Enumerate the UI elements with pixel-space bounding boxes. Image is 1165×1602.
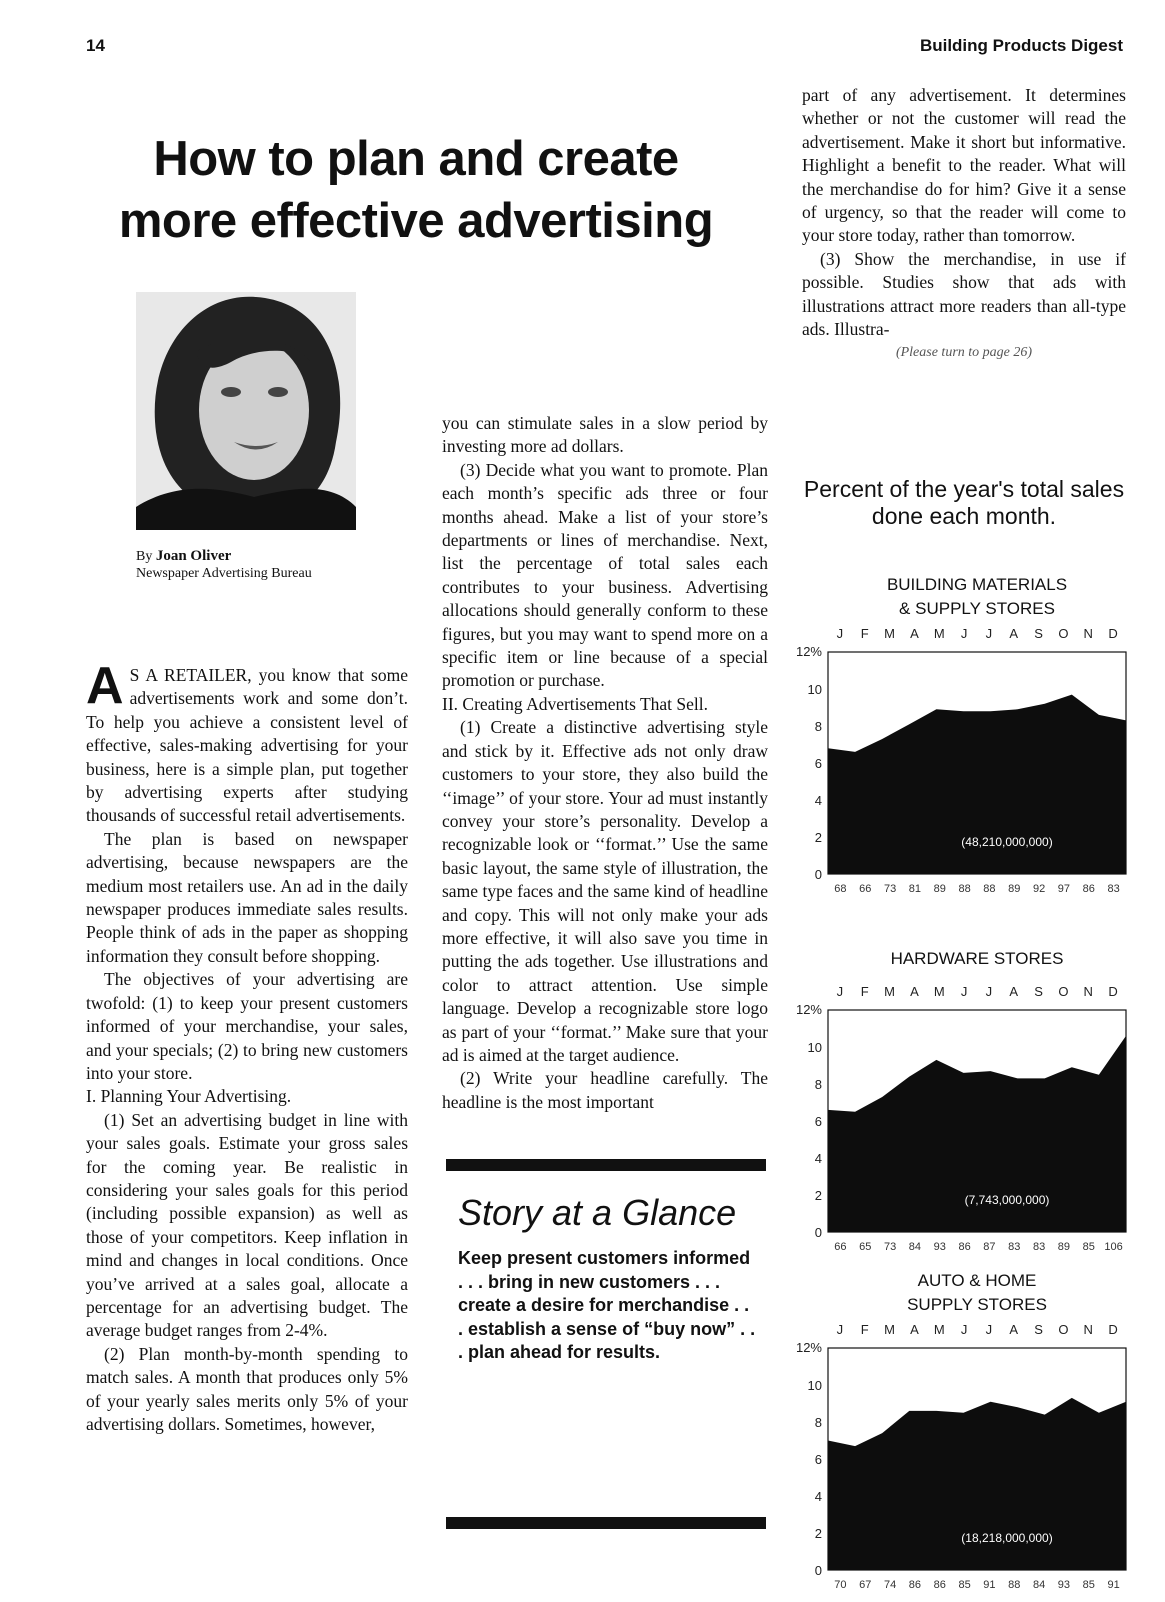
paragraph: (1) Create a distinctive advertising style and stick by it. Effective ads not only draw customers to your store, they also build the ‘‘image’’ of your store. Your ad must instantly convey your store’s personality. Develop a recognizable look or ‘‘format.’’ Use the same basic layout, the same style of illustration, the same type faces and the same kind of headline and copy. This will not only make your ads more effective, it will also save you time in putting the ads together. Use illustrations and color to attract attention. Use simple language. Develop a recognizable store logo as part of your ‘‘format.’’ Make sure that your ad is aimed at the target audience. [442,717,768,1065]
value-label: 73 [883,1241,897,1253]
section-heading: I. Planning Your Advertising. [86,1086,292,1107]
value-label: 83 [1008,1241,1021,1253]
month-label: A [910,626,920,641]
chart-title: BUILDING MATERIALS [886,576,1068,594]
y-tick-label: 2 [814,1188,822,1203]
y-tick-label: 0 [814,1563,822,1578]
month-label: A [1009,1322,1020,1337]
y-tick-label: 0 [814,867,822,882]
value-label: 65 [859,1241,872,1253]
month-label: N [1083,1322,1094,1337]
value-label: 97 [1057,883,1071,895]
value-label: 86 [1082,883,1095,895]
value-label: 74 [883,1579,897,1591]
total-sales-annotation: (18,218,000,000) [961,1531,1053,1545]
paragraph: (2) Write your headline carefully. The headline is the most important [442,1068,768,1112]
value-label: 93 [933,1241,946,1253]
month-label: M [884,984,897,999]
value-label: 81 [908,883,922,895]
y-tick-label: 12% [795,644,822,659]
paragraph: The objectives of your advertising are twofold: (1) to keep your present customers informed of your merchandise, your sales, and your specials; (2) to bring new customers into your store. [86,969,408,1083]
article-column-2 [442,412,768,1114]
value-label: 91 [983,1579,996,1591]
y-tick-label: 8 [814,1415,822,1430]
month-label: O [1058,984,1070,999]
author-photo [136,292,356,530]
value-label: 86 [933,1579,946,1591]
title-line-1: How to plan and create [153,132,679,186]
month-label: M [933,1322,946,1337]
month-label: F [860,1322,870,1337]
value-label: 67 [859,1579,872,1591]
total-sales-annotation: (7,743,000,000) [964,1193,1050,1207]
month-label: J [985,1322,994,1337]
drop-cap: A [86,657,124,715]
month-label: M [884,626,897,641]
byline-by: By [136,549,156,564]
paragraph: you can stimulate sales in a slow period by investing more ad dollars. [442,413,768,457]
month-label: S [1034,984,1044,999]
title-line-2: more effective advertising [118,194,714,248]
value-label: 84 [1032,1579,1046,1591]
y-tick-label: 12% [795,1340,822,1355]
value-label: 66 [834,1241,847,1253]
chart-title-line-2: & SUPPLY STORES [899,599,1055,618]
story-at-a-glance-box [446,1159,766,1529]
value-label: 83 [1032,1241,1046,1253]
month-label: D [1108,984,1119,999]
chart-title: HARDWARE STORES [890,949,1064,968]
paragraph: (1) Set an advertising budget in line with your sales goals. Estimate your gross sales for the coming year. Be realistic in considering your sales goals for this period (including possible expansion) as well as those of your competitors. Keep inflation in mind and changes in local conditions. Once you’ve arrived at a sales goal, allocate a percentage for an advertising budget. The average budget ranges from 2-4%. [86,1109,408,1341]
chart-title: AUTO & HOME [917,1272,1037,1290]
month-label: O [1058,626,1070,641]
value-label: 73 [883,883,897,895]
month-label: M [933,984,946,999]
month-label: J [960,626,969,641]
continuation-note: (Please turn to page 26) [895,345,1033,361]
y-tick-label: 4 [814,1489,822,1504]
glance-text: Keep present customers informed . . . bring in new customers . . . create a desire for merchandise . . . establish a sense of “buy now” . . . plan ahead for results. [458,1248,756,1362]
y-tick-label: 10 [807,1378,822,1393]
y-tick-label: 6 [814,756,822,771]
y-tick-label: 2 [814,830,822,845]
value-label: 85 [958,1579,971,1591]
chart-hardware [788,934,1138,1264]
month-label: S [1034,626,1044,641]
month-label: N [1083,626,1094,641]
magazine-name: Building Products Digest [919,36,1123,55]
month-label: F [860,626,870,641]
glance-title: Story at a Glance [458,1192,737,1233]
charts-heading: Percent of the year's total sales done each month. [803,476,1125,529]
month-label: A [1009,626,1020,641]
chart-auto-home [788,1272,1138,1602]
value-label: 84 [908,1241,922,1253]
month-label: J [960,984,969,999]
month-label: A [910,984,920,999]
value-label: 66 [859,883,872,895]
value-label: 106 [1104,1241,1123,1253]
month-label: F [860,984,870,999]
value-label: 88 [983,883,996,895]
paragraph: (2) Plan month-by-month spending to match sales. A month that produces only 5% of your yearly sales merits only 5% of your advertising dollars. Sometimes, however, [86,1343,408,1434]
month-label: J [836,984,845,999]
y-tick-label: 10 [807,1040,822,1055]
total-sales-annotation: (48,210,000,000) [961,835,1053,849]
month-label: A [910,1322,920,1337]
month-label: O [1058,1322,1070,1337]
y-tick-label: 6 [814,1114,822,1129]
month-label: J [985,626,994,641]
y-tick-label: 4 [814,1151,822,1166]
month-label: S [1034,1322,1044,1337]
value-label: 85 [1082,1241,1095,1253]
section-heading: II. Creating Advertisements That Sell. [442,693,709,714]
y-tick-label: 2 [814,1526,822,1541]
month-label: J [985,984,994,999]
chart-title-line-2: SUPPLY STORES [907,1295,1047,1314]
y-tick-label: 8 [814,1077,822,1092]
glance-top-rule [446,1159,766,1171]
month-label: D [1108,626,1119,641]
article-column-3 [802,84,1126,365]
value-label: 87 [983,1241,996,1253]
month-label: J [960,1322,969,1337]
value-label: 89 [933,883,946,895]
page-number: 14 [86,36,105,55]
month-label: J [836,626,845,641]
value-label: 89 [1057,1241,1071,1253]
month-label: M [884,1322,897,1337]
y-tick-label: 12% [795,1002,822,1017]
y-tick-label: 6 [814,1452,822,1467]
value-label: 93 [1057,1579,1071,1591]
value-label: 83 [1107,883,1120,895]
byline [136,548,312,582]
paragraph: A S A RETAILER, you know that some advertisements work and some don’t. To help you achieve a consistent level of effective, sales-making advertising for your business, here is a simple plan, put together by advertising experts after studying thousands of successful retail advertisements. [86,657,408,826]
value-label: 92 [1032,883,1046,895]
month-label: N [1083,984,1094,999]
paragraph: The plan is based on newspaper advertising, because newspapers are the medium most retailers use. An ad in the daily newspaper produces immediate sales results. People think of ads in the paper as shopping information they consult before shopping. [86,828,408,966]
month-label: J [836,1322,845,1337]
y-tick-label: 10 [807,682,822,697]
value-label: 86 [958,1241,971,1253]
y-tick-label: 8 [814,719,822,734]
value-label: 70 [834,1579,847,1591]
paragraph: (3) Show the merchandise, in use if possible. Studies show that ads with illustrations attract more readers than all-type ads. Illustra- [802,248,1126,340]
paragraph: part of any advertisement. It determines whether or not the customer will read the advertisement. Make it short but informative. Highlight a benefit to the reader. What will the merchandise do for him? Give it a sense of urgency, so that the reader will come to your store today, rather than tomorrow. [802,85,1126,246]
glance-bottom-rule [446,1517,766,1529]
value-label: 86 [908,1579,922,1591]
value-label: 91 [1107,1579,1120,1591]
value-label: 85 [1082,1579,1095,1591]
month-label: D [1108,1322,1119,1337]
y-tick-label: 0 [814,1225,822,1240]
y-tick-label: 4 [814,793,822,808]
article-column-1 [86,657,408,1436]
value-label: 89 [1008,883,1021,895]
month-label: A [1009,984,1020,999]
author-name: Joan Oliver [155,548,232,564]
value-label: 68 [834,883,847,895]
month-label: M [933,626,946,641]
article-title [86,128,746,252]
chart-building-materials [788,576,1138,906]
value-label: 88 [1008,1579,1021,1591]
paragraph: (3) Decide what you want to promote. Plan each month’s specific ads three or four months ahead. Make a list of your store’s departments or lines of merchandise. Next, list the percentage of total sales each contributes to your business. Advertising allocations should generally conform to these figures, but you may want to spend more on a specific item or line because of a special promotion or purchase. [442,459,768,691]
value-label: 88 [958,883,971,895]
author-affiliation: Newspaper Advertising Bureau [136,566,312,581]
